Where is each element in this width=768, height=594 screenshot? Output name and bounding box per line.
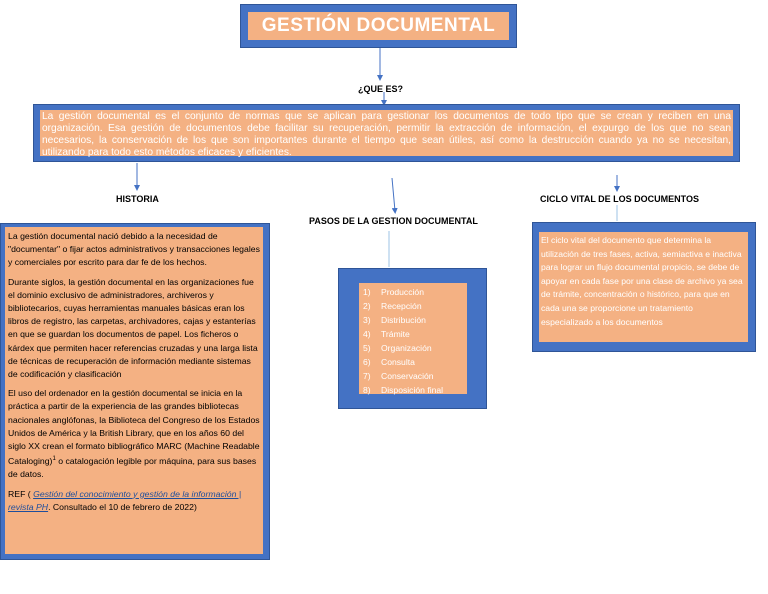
historia-paragraph-3-text: El uso del ordenador en la gestión documental se inicia en la práctica a partir de la experiencia de las grandes bibliotecas nacionales anglófonas, la Biblioteca del Congreso de los Estados Unidos de América y la British Library, que en los años 60 del siglo XX crean el formato bibliográfico MARC (Machine Readable Cataloging)	[8, 388, 260, 467]
list-item: 2) Recepción	[363, 301, 422, 311]
pasos-box	[338, 268, 487, 409]
list-item: 4) Trámite	[363, 329, 410, 339]
definition-inner	[40, 110, 733, 156]
pasos-inner	[359, 283, 467, 394]
historia-paragraph-3-end: o catalogación legible por máquina, para sus bases de datos.	[8, 456, 257, 480]
historia-paragraph-3	[8, 387, 260, 481]
list-item: 3) Distribución	[363, 315, 426, 325]
arrow-definition-to-pasos	[392, 178, 395, 211]
page-title: GESTIÓN DOCUMENTAL	[261, 15, 496, 36]
title-inner	[248, 12, 509, 40]
list-item: 7) Conservación	[363, 371, 434, 381]
historia-reference	[8, 488, 260, 514]
ciclo-inner	[539, 232, 748, 342]
definition-text: La gestión documental es el conjunto de normas que se aplican para gestionar los documentos de todo tipo que se crean y reciben en una organización. Esa gestión de documentos debe facilitar su recuperación, permitir la extracción de información, el expurgo de los que no sean necesarios, la conservación de los que son importantes durante el tiempo que sean útiles, así como la destrucción cuando ya no se necesitan, utilizando para todo esto métodos eficaces y eficientes.	[42, 111, 731, 158]
ciclo-text: El ciclo vital del documento que determina la utilización de tres fases, activa, semiactiva e inactiva para lograr un flujo documental propicio, se debe de apoyar en cada fase por una clase de archivo ya sea de trámite, concentración o histórico, para que en cada una se proporcione un tratamiento especializado a los documentos	[541, 235, 743, 327]
historia-box	[0, 223, 270, 560]
historia-label: HISTORIA	[116, 194, 159, 204]
pasos-label: PASOS DE LA GESTION DOCUMENTAL	[309, 216, 478, 226]
ciclo-box	[532, 222, 756, 352]
list-item: 5) Organización	[363, 343, 432, 353]
reference-link[interactable]: Gestión del conocimiento y gestión de la información | revista PH	[8, 488, 242, 512]
historia-inner	[5, 227, 263, 554]
reference-prefix: REF (	[8, 488, 34, 499]
reference-suffix: . Consultado el 10 de febrero de 2022)	[48, 501, 197, 512]
definition-box	[33, 104, 740, 162]
pasos-list	[363, 285, 463, 397]
que-es-label: ¿QUE ES?	[358, 84, 404, 94]
list-item: 6) Consulta	[363, 357, 415, 367]
list-item: 8) Disposición final	[363, 385, 444, 395]
historia-paragraph-1: La gestión documental nació debido a la necesidad de "documentar" o fijar actos administrativos y transacciones legales y comerciales por escrito para dar fe de los hechos.	[8, 231, 260, 268]
list-item: 1) Producción	[363, 287, 424, 297]
footnote-marker[interactable]: 1	[52, 456, 56, 463]
historia-paragraph-2: Durante siglos, la gestión documental en las organizaciones fue el dominio exclusivo de administradores, archiveros y bibliotecarios, cuyas herramientas manuales básicas eran los libros de registro, las carpetas, archivadores, cajas y estanterías en que se guardan los documentos de papel. Los ficheros o kárdex que permiten hacer referencias cruzadas y una larga lista de técnicas de recuperación de información mediante sistemas de codificación y clasificación	[8, 276, 258, 380]
ciclo-label: CICLO VITAL DE LOS DOCUMENTOS	[540, 194, 700, 204]
title-box	[240, 4, 517, 48]
